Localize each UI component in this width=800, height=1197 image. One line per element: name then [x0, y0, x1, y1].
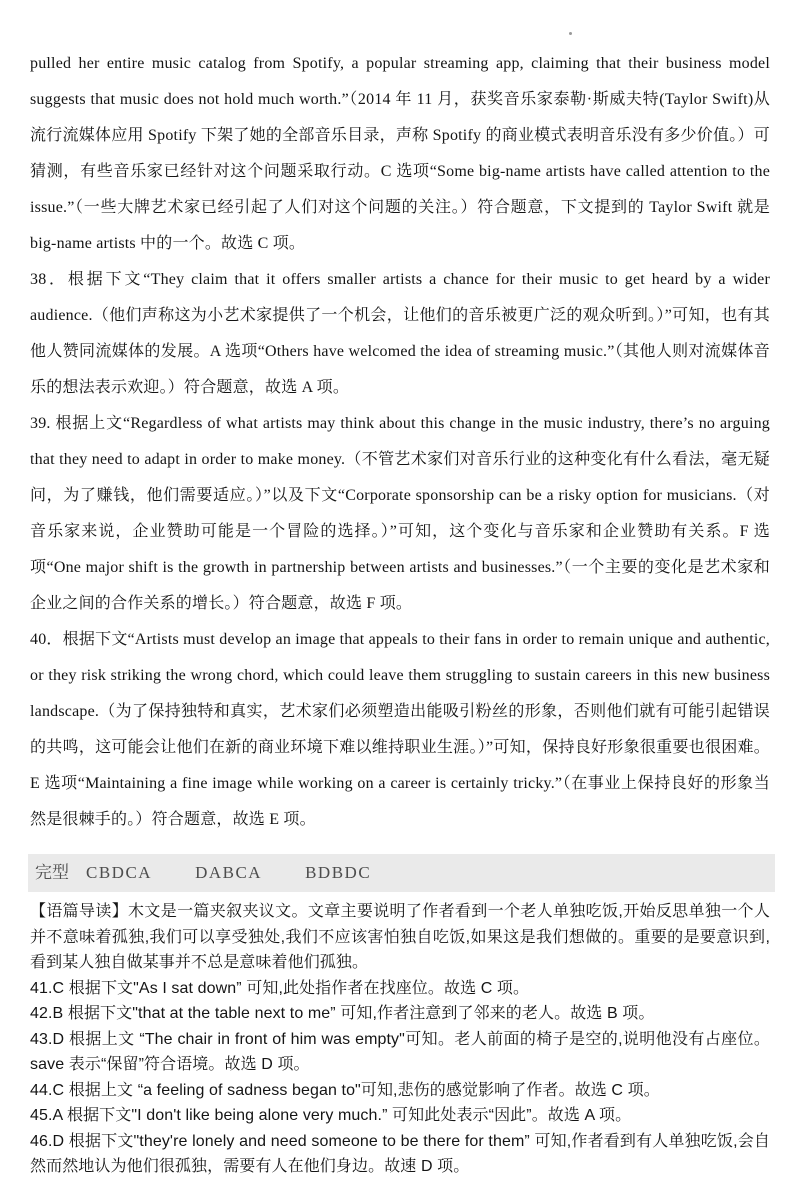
cloze-answer-group: DABCA — [195, 863, 263, 882]
cloze-passage-intro: 【语篇导读】木文是一篇夹叙夹议文。文章主要说明了作者看到一个老人单独吃饭,开始反思单独一个人并不意味着孤独,我们可以享受独处,我们不应该害怕独自吃饭,如果这是我们想做的。重要的是要意识到,看到某人独自做某事并不总是意味着他们孤独。 — [30, 903, 770, 971]
cloze-item-explanation: 45.A 根据下文"I don't like being alone very much.” 可知此处表示“因此”。故选 A 项。 — [30, 1107, 632, 1124]
explanation-paragraph: 39. 根据上文“Regardless of what artists may think about this change in the music industry, there’s no arguing that they need to adapt in order to make money.（不管艺术家们对音乐行业的这种变化有什么看法，毫无疑问，为了赚钱，他们需要适应。）”以及下文“Corporate sponsorship can be a risky option for musicians.（对音乐家来说，企业赞助可能是一个冒险的选择。）”可知，这个变化与音乐家和企业赞助有关系。F 选项“One major shift is the growth in partnership between artists and businesses.”（一个主要的变化是艺术家和企业之间的合作关系的增长。）符合题意，故选 F 项。 — [30, 415, 770, 612]
cloze-items — [30, 976, 770, 1180]
cloze-banner-label: 完型 — [35, 863, 69, 882]
explanation-paragraph: pulled her entire music catalog from Spotify, a popular streaming app, claiming that their business model suggests that music does not hold much worth.”（2014 年 11 月，获奖音乐家泰勒·斯威夫特(Taylor Swift)从流行流媒体应用 Spotify 下架了她的全部音乐目录，声称 Spotify 的商业模式表明音乐没有多少价值。）可猜测，有些音乐家已经针对这个问题采取行动。C 选项“Some big-name artists have called attention to the issue.”（一些大牌艺术家已经引起了人们对这个问题的关注。）符合题意，下文提到的 Taylor Swift 就是 big-name artists 中的一个。故选 C 项。 — [30, 55, 770, 252]
explanation-paragraph: 38．根据下文“They claim that it offers smaller artists a chance for their music to get heard by a wider audience.（他们声称这为小艺术家提供了一个机会，让他们的音乐被更广泛的观众听到。）”可知，也有其他人赞同流媒体的发展。A 选项“Others have welcomed the idea of streaming music.”（其他人则对流媒体音乐的想法表示欢迎。）符合题意，故选 A 项。 — [30, 271, 770, 396]
cloze-item-explanation: 44.C 根据上文 “a feeling of sadness began to"可知,悲伤的感觉影响了作者。故选 C 项。 — [30, 1081, 660, 1099]
cloze-item-explanation: 42.B 根据下文"that at the table next to me” 可知,作者注意到了邻来的老人。故选 B 项。 — [30, 1005, 655, 1022]
cloze-answer-banner — [28, 854, 775, 892]
reading-explanations-section — [30, 46, 770, 838]
cloze-explanations-section — [30, 899, 770, 1180]
cloze-item-explanation: 43.D 根据上文 “The chair in front of him was empty"可知。老人前面的椅子是空的,说明他没有占座位。save 表示“保留”符合语境。故选 D 项。 — [30, 1030, 770, 1073]
cloze-answer-group: CBDCA — [86, 863, 153, 882]
explanation-paragraph: 40．根据下文“Artists must develop an image that appeals to their fans in order to remain unique and authentic, or they risk striking the wrong chord, which could leave them struggling to sustain careers in this new business landscape.（为了保持独特和真实，艺术家们必须塑造出能吸引粉丝的形象，否则他们就有可能引起错误的共鸣，这可能会让他们在新的商业环境下难以维持职业生涯。）”可知，保持良好形象很重要也很困难。E 选项“Maintaining a fine image while working on a career is certainly tricky.”（在事业上保持良好的形象当然是很棘手的。）符合题意，故选 E 项。 — [30, 631, 770, 828]
cloze-item-explanation: 46.D 根据下文"they're lonely and need someone to be there for them” 可知,作者看到有人单独吃饭,会自然而然地认为他们很孤独，需要有人在他们身边。故速 D 项。 — [30, 1132, 770, 1175]
cloze-answer-group: BDBDC — [305, 863, 372, 882]
cloze-answer-groups — [86, 863, 414, 882]
cloze-item-explanation: 41.C 根据下文"As I sat down” 可知,此处指作者在找座位。故选 C 项。 — [30, 979, 530, 997]
